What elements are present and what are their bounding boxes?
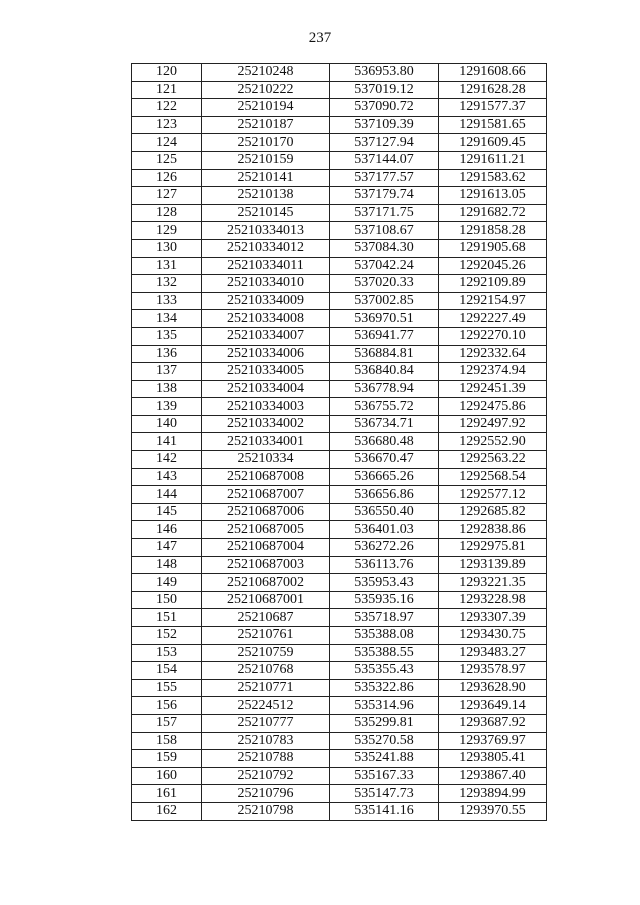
- point-id-cell: 25210141: [202, 169, 330, 187]
- y-coordinate-cell: 1293228.98: [439, 591, 547, 609]
- row-number-cell: 153: [132, 644, 202, 662]
- y-coordinate-cell: 1292109.89: [439, 275, 547, 293]
- table-row: [132, 486, 547, 504]
- x-coordinate-cell: 536755.72: [330, 398, 439, 416]
- point-id-cell: 25210792: [202, 767, 330, 785]
- point-id-cell: 25210334007: [202, 327, 330, 345]
- point-id-cell: 25210334: [202, 451, 330, 469]
- table-row: [132, 415, 547, 433]
- table-body: [132, 64, 547, 821]
- x-coordinate-cell: 536401.03: [330, 521, 439, 539]
- x-coordinate-cell: 536550.40: [330, 503, 439, 521]
- row-number-cell: 125: [132, 151, 202, 169]
- row-number-cell: 155: [132, 679, 202, 697]
- table-row: [132, 767, 547, 785]
- row-number-cell: 135: [132, 327, 202, 345]
- y-coordinate-cell: 1293687.92: [439, 714, 547, 732]
- x-coordinate-cell: 537019.12: [330, 81, 439, 99]
- table-row: [132, 64, 547, 82]
- y-coordinate-cell: 1291858.28: [439, 222, 547, 240]
- x-coordinate-cell: 536778.94: [330, 380, 439, 398]
- x-coordinate-cell: 537090.72: [330, 99, 439, 117]
- point-id-cell: 25210334012: [202, 239, 330, 257]
- table-row: [132, 574, 547, 592]
- table-row: [132, 539, 547, 557]
- table-row: [132, 169, 547, 187]
- row-number-cell: 147: [132, 539, 202, 557]
- table-row: [132, 627, 547, 645]
- y-coordinate-cell: 1292154.97: [439, 292, 547, 310]
- row-number-cell: 131: [132, 257, 202, 275]
- y-coordinate-cell: 1292332.64: [439, 345, 547, 363]
- point-id-cell: 25210222: [202, 81, 330, 99]
- table-row: [132, 310, 547, 328]
- row-number-cell: 150: [132, 591, 202, 609]
- y-coordinate-cell: 1292568.54: [439, 468, 547, 486]
- y-coordinate-cell: 1293430.75: [439, 627, 547, 645]
- x-coordinate-cell: 535270.58: [330, 732, 439, 750]
- point-id-cell: 25210759: [202, 644, 330, 662]
- y-coordinate-cell: 1292552.90: [439, 433, 547, 451]
- point-id-cell: 25210777: [202, 714, 330, 732]
- row-number-cell: 129: [132, 222, 202, 240]
- row-number-cell: 140: [132, 415, 202, 433]
- point-id-cell: 25210687: [202, 609, 330, 627]
- x-coordinate-cell: 535388.08: [330, 627, 439, 645]
- point-id-cell: 25210334006: [202, 345, 330, 363]
- row-number-cell: 159: [132, 750, 202, 768]
- x-coordinate-cell: 536884.81: [330, 345, 439, 363]
- x-coordinate-cell: 535953.43: [330, 574, 439, 592]
- x-coordinate-cell: 535147.73: [330, 785, 439, 803]
- point-id-cell: 25210170: [202, 134, 330, 152]
- point-id-cell: 25210334009: [202, 292, 330, 310]
- table-row: [132, 662, 547, 680]
- row-number-cell: 161: [132, 785, 202, 803]
- y-coordinate-cell: 1292227.49: [439, 310, 547, 328]
- y-coordinate-cell: 1293139.89: [439, 556, 547, 574]
- y-coordinate-cell: 1293894.99: [439, 785, 547, 803]
- x-coordinate-cell: 536665.26: [330, 468, 439, 486]
- row-number-cell: 145: [132, 503, 202, 521]
- row-number-cell: 124: [132, 134, 202, 152]
- point-id-cell: 25210687001: [202, 591, 330, 609]
- y-coordinate-cell: 1292577.12: [439, 486, 547, 504]
- row-number-cell: 137: [132, 363, 202, 381]
- row-number-cell: 126: [132, 169, 202, 187]
- x-coordinate-cell: 535388.55: [330, 644, 439, 662]
- row-number-cell: 144: [132, 486, 202, 504]
- x-coordinate-cell: 535314.96: [330, 697, 439, 715]
- point-id-cell: 25210687004: [202, 539, 330, 557]
- y-coordinate-cell: 1292475.86: [439, 398, 547, 416]
- x-coordinate-cell: 535141.16: [330, 802, 439, 820]
- table-row: [132, 327, 547, 345]
- y-coordinate-cell: 1291608.66: [439, 64, 547, 82]
- table-row: [132, 644, 547, 662]
- y-coordinate-cell: 1293578.97: [439, 662, 547, 680]
- point-id-cell: 25210687007: [202, 486, 330, 504]
- row-number-cell: 149: [132, 574, 202, 592]
- row-number-cell: 154: [132, 662, 202, 680]
- x-coordinate-cell: 536970.51: [330, 310, 439, 328]
- point-id-cell: 25210761: [202, 627, 330, 645]
- y-coordinate-cell: 1291577.37: [439, 99, 547, 117]
- row-number-cell: 121: [132, 81, 202, 99]
- row-number-cell: 128: [132, 204, 202, 222]
- page-number: 237: [308, 30, 332, 46]
- point-id-cell: 25210771: [202, 679, 330, 697]
- point-id-cell: 25210687002: [202, 574, 330, 592]
- table-row: [132, 81, 547, 99]
- x-coordinate-cell: 536670.47: [330, 451, 439, 469]
- y-coordinate-cell: 1291609.45: [439, 134, 547, 152]
- point-id-cell: 25210796: [202, 785, 330, 803]
- point-id-cell: 25210194: [202, 99, 330, 117]
- y-coordinate-cell: 1292497.92: [439, 415, 547, 433]
- x-coordinate-cell: 535935.16: [330, 591, 439, 609]
- point-id-cell: 25210334004: [202, 380, 330, 398]
- table-row: [132, 257, 547, 275]
- table-row: [132, 609, 547, 627]
- row-number-cell: 156: [132, 697, 202, 715]
- x-coordinate-cell: 535355.43: [330, 662, 439, 680]
- y-coordinate-cell: 1291613.05: [439, 187, 547, 205]
- row-number-cell: 139: [132, 398, 202, 416]
- point-id-cell: 25210334003: [202, 398, 330, 416]
- x-coordinate-cell: 537144.07: [330, 151, 439, 169]
- point-id-cell: 25210687008: [202, 468, 330, 486]
- y-coordinate-cell: 1292270.10: [439, 327, 547, 345]
- row-number-cell: 130: [132, 239, 202, 257]
- x-coordinate-cell: 537084.30: [330, 239, 439, 257]
- table-row: [132, 380, 547, 398]
- point-id-cell: 25210145: [202, 204, 330, 222]
- point-id-cell: 25210687006: [202, 503, 330, 521]
- table-row: [132, 398, 547, 416]
- y-coordinate-cell: 1292975.81: [439, 539, 547, 557]
- y-coordinate-cell: 1293483.27: [439, 644, 547, 662]
- x-coordinate-cell: 535322.86: [330, 679, 439, 697]
- table-row: [132, 697, 547, 715]
- row-number-cell: 133: [132, 292, 202, 310]
- row-number-cell: 148: [132, 556, 202, 574]
- point-id-cell: 25210138: [202, 187, 330, 205]
- coordinates-table: [131, 63, 547, 821]
- point-id-cell: 25210334002: [202, 415, 330, 433]
- y-coordinate-cell: 1292685.82: [439, 503, 547, 521]
- point-id-cell: 25210334008: [202, 310, 330, 328]
- table-row: [132, 99, 547, 117]
- y-coordinate-cell: 1291581.65: [439, 116, 547, 134]
- y-coordinate-cell: 1292563.22: [439, 451, 547, 469]
- table-row: [132, 785, 547, 803]
- x-coordinate-cell: 536953.80: [330, 64, 439, 82]
- row-number-cell: 127: [132, 187, 202, 205]
- table-row: [132, 187, 547, 205]
- row-number-cell: 132: [132, 275, 202, 293]
- table-row: [132, 151, 547, 169]
- row-number-cell: 151: [132, 609, 202, 627]
- row-number-cell: 134: [132, 310, 202, 328]
- table-row: [132, 433, 547, 451]
- y-coordinate-cell: 1291628.28: [439, 81, 547, 99]
- x-coordinate-cell: 536734.71: [330, 415, 439, 433]
- table-row: [132, 451, 547, 469]
- row-number-cell: 152: [132, 627, 202, 645]
- table-row: [132, 222, 547, 240]
- x-coordinate-cell: 535299.81: [330, 714, 439, 732]
- table-row: [132, 802, 547, 820]
- x-coordinate-cell: 536941.77: [330, 327, 439, 345]
- y-coordinate-cell: 1293221.35: [439, 574, 547, 592]
- table-row: [132, 468, 547, 486]
- x-coordinate-cell: 535241.88: [330, 750, 439, 768]
- row-number-cell: 160: [132, 767, 202, 785]
- point-id-cell: 25210687003: [202, 556, 330, 574]
- table-row: [132, 204, 547, 222]
- y-coordinate-cell: 1291611.21: [439, 151, 547, 169]
- x-coordinate-cell: 537020.33: [330, 275, 439, 293]
- table-row: [132, 134, 547, 152]
- table-row: [132, 521, 547, 539]
- row-number-cell: 136: [132, 345, 202, 363]
- x-coordinate-cell: 537002.85: [330, 292, 439, 310]
- point-id-cell: 25210798: [202, 802, 330, 820]
- row-number-cell: 146: [132, 521, 202, 539]
- y-coordinate-cell: 1291905.68: [439, 239, 547, 257]
- x-coordinate-cell: 537108.67: [330, 222, 439, 240]
- point-id-cell: 25210334010: [202, 275, 330, 293]
- x-coordinate-cell: 536656.86: [330, 486, 439, 504]
- table-row: [132, 591, 547, 609]
- point-id-cell: 25210248: [202, 64, 330, 82]
- x-coordinate-cell: 537179.74: [330, 187, 439, 205]
- x-coordinate-cell: 536840.84: [330, 363, 439, 381]
- point-id-cell: 25210334005: [202, 363, 330, 381]
- table-row: [132, 363, 547, 381]
- table-row: [132, 345, 547, 363]
- point-id-cell: 25210334013: [202, 222, 330, 240]
- table-row: [132, 750, 547, 768]
- x-coordinate-cell: 537042.24: [330, 257, 439, 275]
- row-number-cell: 120: [132, 64, 202, 82]
- x-coordinate-cell: 537109.39: [330, 116, 439, 134]
- y-coordinate-cell: 1292374.94: [439, 363, 547, 381]
- y-coordinate-cell: 1292838.86: [439, 521, 547, 539]
- point-id-cell: 25210334001: [202, 433, 330, 451]
- table-row: [132, 714, 547, 732]
- row-number-cell: 158: [132, 732, 202, 750]
- y-coordinate-cell: 1293628.90: [439, 679, 547, 697]
- row-number-cell: 142: [132, 451, 202, 469]
- y-coordinate-cell: 1293649.14: [439, 697, 547, 715]
- point-id-cell: 25210687005: [202, 521, 330, 539]
- table-row: [132, 679, 547, 697]
- row-number-cell: 157: [132, 714, 202, 732]
- x-coordinate-cell: 537177.57: [330, 169, 439, 187]
- y-coordinate-cell: 1293769.97: [439, 732, 547, 750]
- row-number-cell: 143: [132, 468, 202, 486]
- x-coordinate-cell: 536113.76: [330, 556, 439, 574]
- point-id-cell: 25210159: [202, 151, 330, 169]
- row-number-cell: 162: [132, 802, 202, 820]
- x-coordinate-cell: 537127.94: [330, 134, 439, 152]
- x-coordinate-cell: 535718.97: [330, 609, 439, 627]
- y-coordinate-cell: 1293867.40: [439, 767, 547, 785]
- row-number-cell: 141: [132, 433, 202, 451]
- table-row: [132, 732, 547, 750]
- y-coordinate-cell: 1293307.39: [439, 609, 547, 627]
- y-coordinate-cell: 1292451.39: [439, 380, 547, 398]
- y-coordinate-cell: 1291682.72: [439, 204, 547, 222]
- point-id-cell: 25210788: [202, 750, 330, 768]
- x-coordinate-cell: 536272.26: [330, 539, 439, 557]
- y-coordinate-cell: 1293805.41: [439, 750, 547, 768]
- x-coordinate-cell: 537171.75: [330, 204, 439, 222]
- table-row: [132, 556, 547, 574]
- row-number-cell: 138: [132, 380, 202, 398]
- point-id-cell: 25210187: [202, 116, 330, 134]
- table-row: [132, 239, 547, 257]
- point-id-cell: 25210783: [202, 732, 330, 750]
- y-coordinate-cell: 1292045.26: [439, 257, 547, 275]
- table-row: [132, 275, 547, 293]
- y-coordinate-cell: 1293970.55: [439, 802, 547, 820]
- x-coordinate-cell: 536680.48: [330, 433, 439, 451]
- point-id-cell: 25210334011: [202, 257, 330, 275]
- row-number-cell: 123: [132, 116, 202, 134]
- y-coordinate-cell: 1291583.62: [439, 169, 547, 187]
- table-row: [132, 503, 547, 521]
- x-coordinate-cell: 535167.33: [330, 767, 439, 785]
- point-id-cell: 25224512: [202, 697, 330, 715]
- row-number-cell: 122: [132, 99, 202, 117]
- point-id-cell: 25210768: [202, 662, 330, 680]
- table-row: [132, 116, 547, 134]
- table-row: [132, 292, 547, 310]
